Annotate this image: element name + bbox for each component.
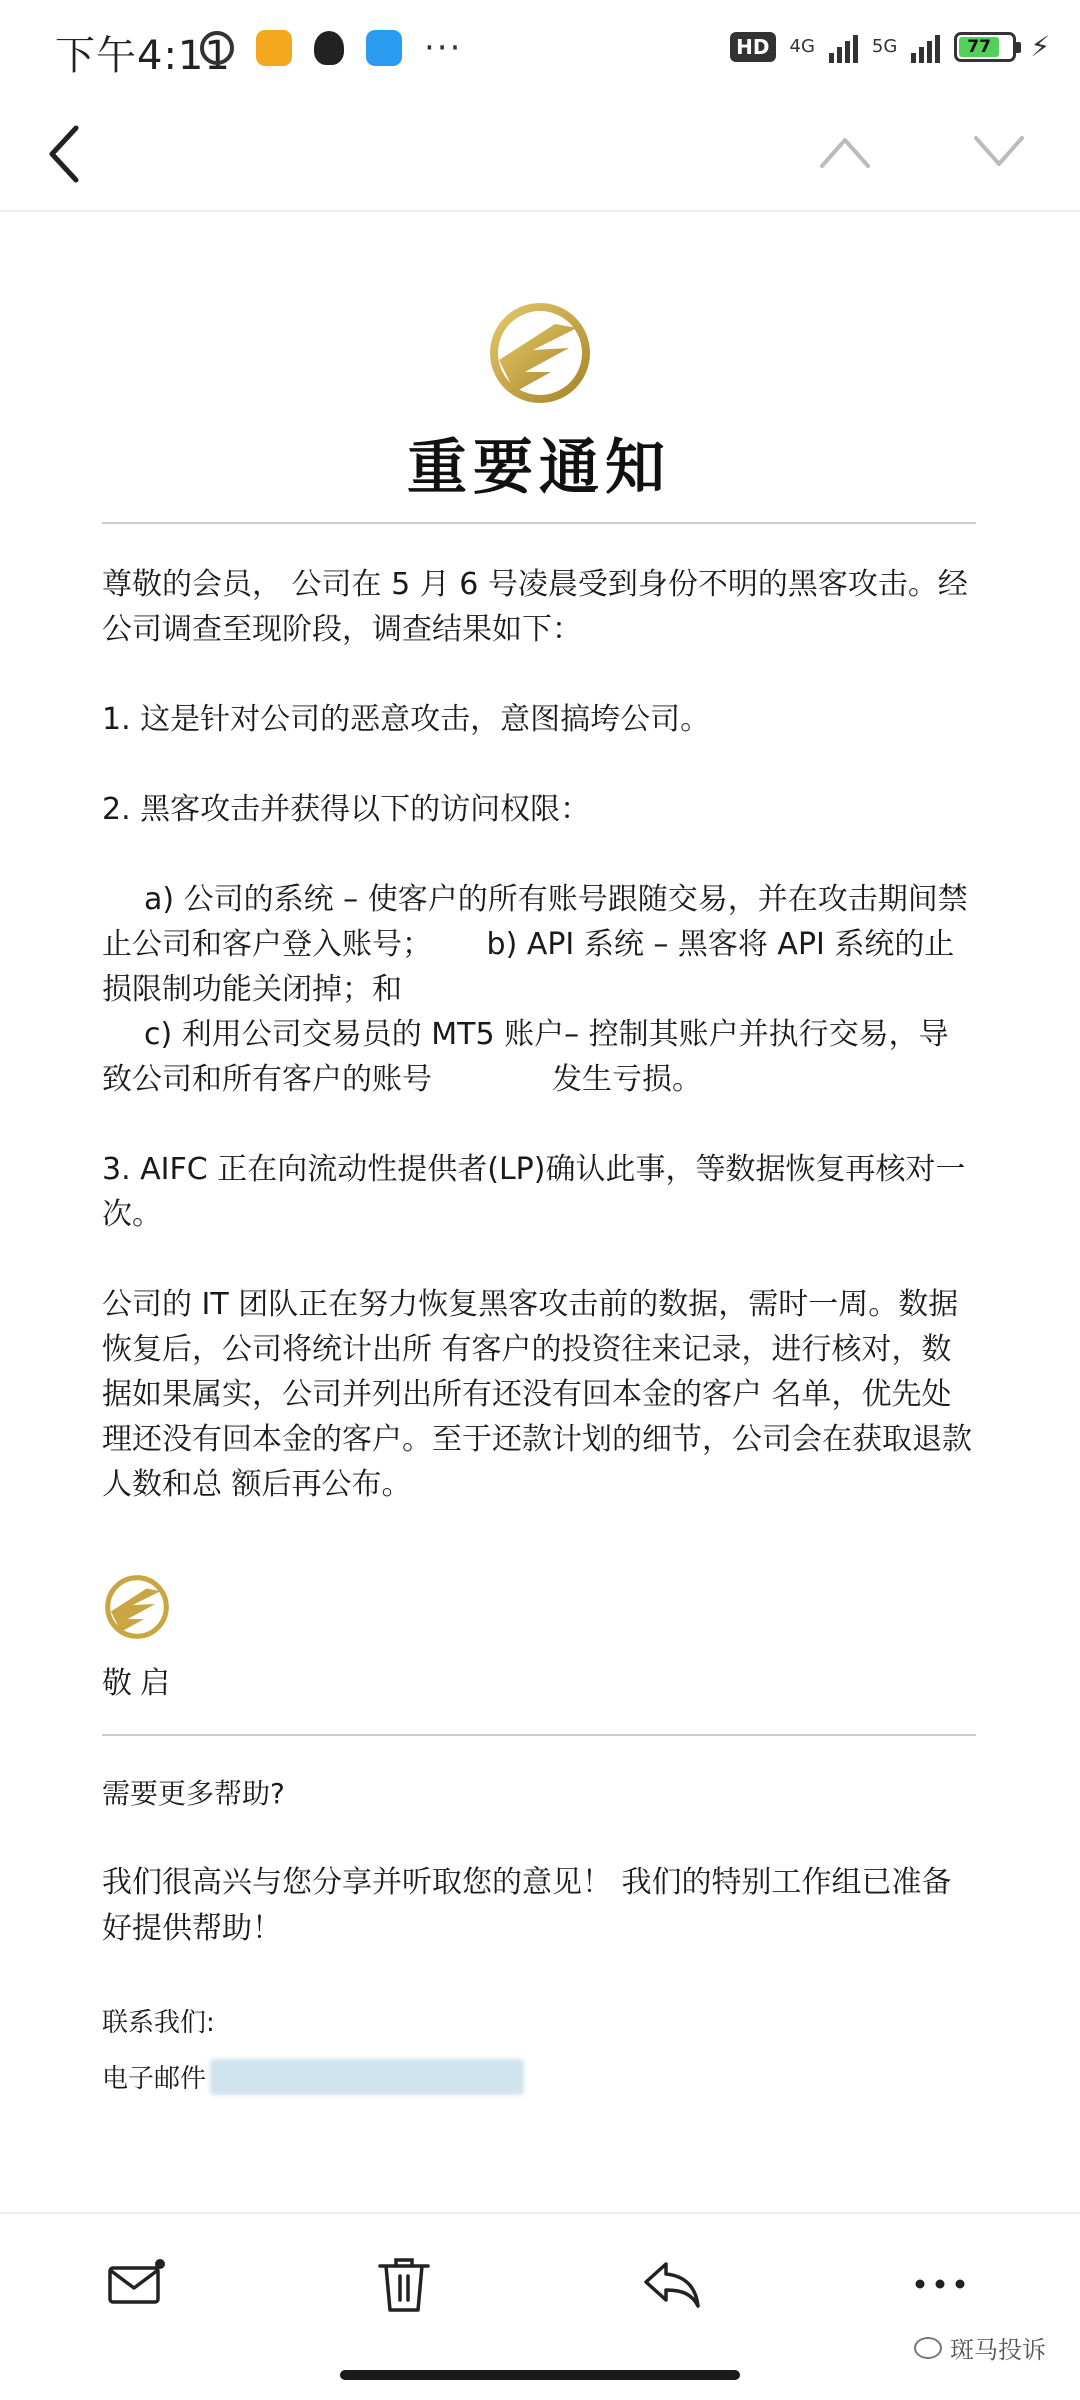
- app-notification-icon: [366, 30, 402, 66]
- notes-app-icon: [256, 30, 292, 66]
- status-notification-icons: [200, 30, 462, 66]
- chevron-up-icon[interactable]: [818, 132, 872, 172]
- wechat-icon: [914, 2337, 942, 2359]
- alarm-icon: [200, 31, 234, 65]
- contact-heading: 联系我们:: [102, 2008, 215, 2038]
- more-icon[interactable]: [908, 2252, 972, 2316]
- bottom-toolbar: [0, 2212, 1080, 2334]
- contact-email-row: [102, 2058, 524, 2095]
- paragraph: 2. 黑客攻击并获得以下的访问权限：: [102, 792, 591, 827]
- paragraph: 3. AIFC 正在向流动性提供者(LP)确认此事，等数据恢复再核对一次。: [102, 1152, 966, 1232]
- more-notifications-icon: ···: [424, 28, 463, 68]
- paragraph: a) 公司的系统 – 使客户的所有账号跟随交易，并在攻击期间禁止公司和客户登入账号； b) API 系统 – 黑客将 API 系统的止损限制功能关闭掉；和: [102, 882, 968, 1007]
- divider: [102, 1734, 976, 1736]
- watermark: [914, 2330, 1046, 2365]
- help-text: 我们很高兴与您分享并听取您的意见！ 我们的特别工作组已准备好提供帮助！: [102, 1865, 952, 1946]
- paragraph: 公司的 IT 团队正在努力恢复黑客攻击前的数据，需时一周。数据恢复后，公司将统计出所 有客户的投资往来记录，进行核对，数据如果属实，公司并列出所有还没有回本金的客户 名单，优先处理还没有回本金的客户。至于还款计划的细节，公司会在获取退款人数和总 额后再公布。: [102, 1287, 972, 1502]
- paragraph: c) 利用公司交易员的 MT5 账户– 控制其账户并执行交易，导致公司和所有客户的账号 发生亏损。: [102, 1017, 949, 1097]
- home-indicator[interactable]: [340, 2370, 740, 2380]
- company-logo-small: [102, 1572, 172, 1642]
- signal-icon: [829, 31, 858, 63]
- email-top-nav: [0, 100, 1080, 212]
- paragraph: 尊敬的会员， 公司在 5 月 6 号凌晨受到身份不明的黑客攻击。经公司调查至现阶段，调查结果如下：: [102, 567, 968, 647]
- mail-icon[interactable]: [104, 2252, 168, 2316]
- network-4g-label: 4G: [789, 36, 815, 57]
- chevron-left-icon[interactable]: [46, 122, 86, 186]
- signoff: 敬启: [102, 1666, 178, 1701]
- help-heading: 需要更多帮助?: [102, 1777, 285, 1810]
- network-5g-label: 5G: [871, 36, 898, 57]
- chevron-down-icon[interactable]: [972, 132, 1026, 172]
- hd-voice-icon: HD: [730, 32, 775, 62]
- watermark-text: 斑马投诉: [950, 2336, 1046, 2364]
- company-logo: [485, 298, 595, 408]
- status-bar: [0, 0, 1080, 100]
- status-system-icons: [730, 30, 1050, 63]
- charging-icon: ⚡: [1030, 30, 1050, 63]
- qq-icon: [314, 31, 344, 65]
- email-title: 重要通知: [407, 433, 671, 503]
- trash-icon[interactable]: [372, 2252, 436, 2316]
- notice-text: [102, 562, 976, 1507]
- divider: [102, 522, 976, 524]
- email-label: 电子邮件: [102, 2064, 207, 2094]
- status-time: 下午4:11: [55, 33, 231, 79]
- reply-icon[interactable]: [640, 2252, 704, 2316]
- redacted-email-address[interactable]: [210, 2059, 524, 2095]
- signal-icon: [911, 31, 940, 63]
- paragraph: 1. 这是针对公司的恶意攻击，意图搞垮公司。: [102, 702, 711, 737]
- battery-level: 77: [959, 37, 999, 57]
- battery-icon: [954, 32, 1016, 62]
